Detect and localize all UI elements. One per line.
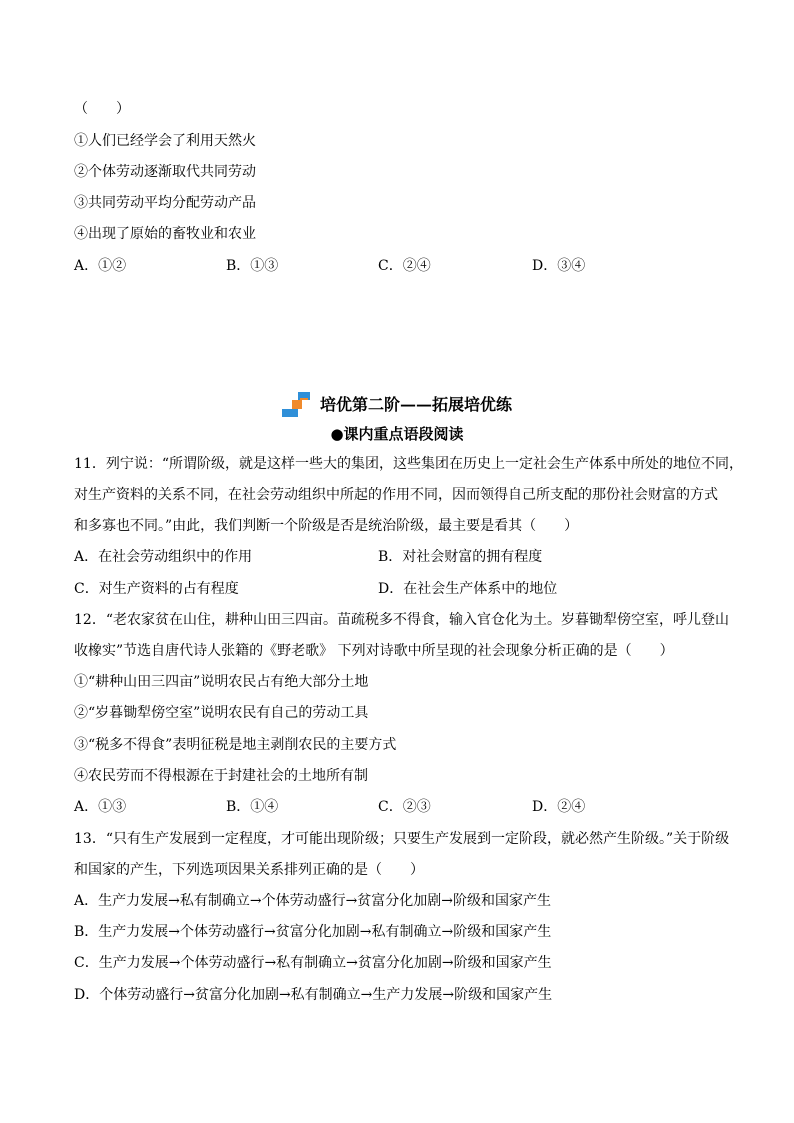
q10-option-a: A．①②	[74, 258, 127, 274]
stacked-blocks-icon	[282, 392, 312, 418]
q11-line-3: 和多寡也不同。”由此，我们判断一个阶级是否是统治阶级，最主要是看其（ ）	[74, 518, 579, 534]
q12-item-3: ③“税多不得食”表明征税是地主剥削农民的主要方式	[74, 737, 397, 753]
q10-option-b: B．①③	[226, 258, 279, 274]
q13-line-2: 和国家的产生，下列选项因果关系排列正确的是（ ）	[74, 862, 424, 878]
q11-option-d: D．在社会生产体系中的地位	[378, 581, 558, 597]
q12-option-d: D．②④	[532, 799, 586, 815]
section-header	[0, 392, 794, 424]
q11-line-1: 11．列宁说：“所谓阶级，就是这样一些大的集团，这些集团在历史上一定社会生产体系中所处的地位不同，	[74, 456, 743, 472]
q12-option-b: B．①④	[226, 799, 279, 815]
q11-option-a: A．在社会劳动组织中的作用	[74, 549, 253, 565]
q10-paren: （ ）	[74, 101, 130, 117]
section-subtitle: ●课内重点语段阅读	[330, 425, 464, 443]
q11-option-c: C．对生产资料的占有程度	[74, 581, 239, 597]
q10-item-3: ③共同劳动平均分配劳动产品	[74, 195, 256, 211]
q12-option-c: C．②③	[378, 799, 431, 815]
q11-line-2: 对生产资料的关系不同，在社会劳动组织中所起的作用不同，因而领得自己所支配的那份社会财富的方式	[74, 487, 718, 503]
q13-line-1: 13．“只有生产发展到一定程度，才可能出现阶级；只要生产发展到一定阶段，就必然产生阶级。”关于阶级	[74, 831, 730, 847]
q12-line-2: 收橡实”节选自唐代诗人张籍的《野老歌》 下列对诗歌中所呈现的社会现象分析正确的是（ ）	[74, 643, 674, 659]
q10-option-d: D．③④	[532, 258, 586, 274]
q12-option-a: A．①③	[74, 799, 127, 815]
q13-option-b: B．生产力发展→个体劳动盛行→贫富分化加剧→私有制确立→阶级和国家产生	[74, 924, 552, 940]
q12-item-4: ④农民劳而不得根源在于封建社会的土地所有制	[74, 768, 368, 784]
q10-option-c: C．②④	[378, 258, 431, 274]
q11-option-b: B．对社会财富的拥有程度	[378, 549, 543, 565]
q12-line-1: 12．“老农家贫在山住，耕种山田三四亩。苗疏税多不得食，输入官仓化为土。岁暮锄犁傍空室，呼儿登山	[74, 612, 729, 628]
q13-option-d: D．个体劳动盛行→贫富分化加剧→私有制确立→生产力发展→阶级和国家产生	[74, 987, 553, 1003]
q10-item-1: ①人们已经学会了利用天然火	[74, 133, 256, 149]
q13-option-a: A．生产力发展→私有制确立→个体劳动盛行→贫富分化加剧→阶级和国家产生	[74, 893, 552, 909]
q13-option-c: C．生产力发展→个体劳动盛行→私有制确立→贫富分化加剧→阶级和国家产生	[74, 955, 552, 971]
q10-item-2: ②个体劳动逐渐取代共同劳动	[74, 164, 256, 180]
q12-item-1: ①“耕种山田三四亩”说明农民占有绝大部分土地	[74, 674, 369, 690]
q12-item-2: ②“岁暮锄犁傍空室”说明农民有自己的劳动工具	[74, 705, 369, 721]
section-title: 培优第二阶——拓展培优练	[319, 395, 512, 414]
q10-item-4: ④出现了原始的畜牧业和农业	[74, 226, 256, 242]
